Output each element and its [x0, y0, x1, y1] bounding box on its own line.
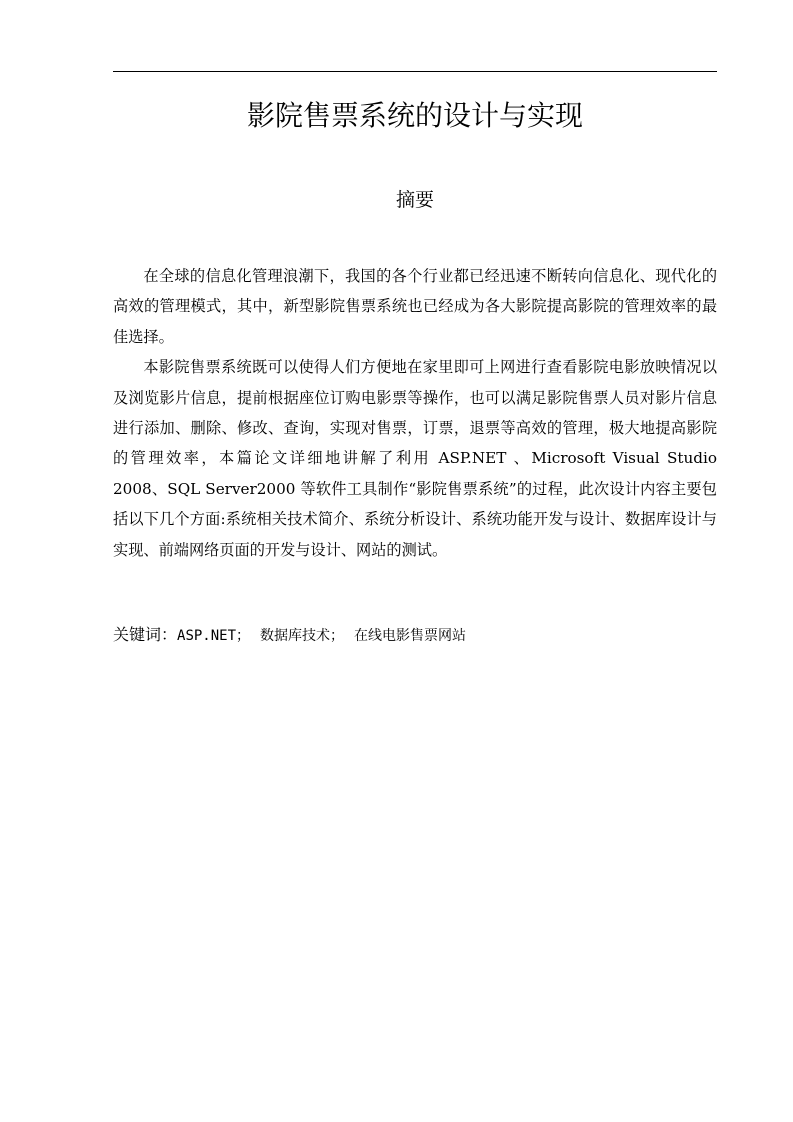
keyword-item: 数据库技术	[260, 628, 331, 644]
abstract-heading: 摘要	[395, 189, 434, 211]
keyword-separator: ；	[330, 628, 345, 644]
keywords-line	[113, 622, 717, 649]
abstract-paragraph-2: 本影院售票系统既可以使得人们方便地在家里即可上网进行查看影院电影放映情况以及浏览影片信息，提前根据座位订购电影票等操作，也可以满足影院售票人员对影片信息进行添加、删除、修改、查询，实现对售票，订票，退票等高效的管理，极大地提高影院的管理效率，本篇论文详细地讲解了利用 ASP.NET 、Microsoft Visual Studio 2008、SQL Server2000 等软件工具制作“影院售票系统”的过程，此次设计内容主要包括以下几个方面:系统相关技术简介、系统分析设计、系统功能开发与设计、数据库设计与实现、前端网络页面的开发与设计、网站的测试。	[113, 358, 717, 559]
abstract-body	[113, 261, 717, 565]
header-rule	[113, 71, 717, 72]
abstract-paragraph-1: 在全球的信息化管理浪潮下，我国的各个行业都已经迅速不断转向信息化、现代化的高效的管理模式，其中，新型影院售票系统也已经成为各大影院提高影院的管理效率的最佳选择。	[113, 267, 717, 346]
keywords-label: 关键词：	[113, 625, 178, 644]
keyword-item: ASP.NET	[177, 628, 237, 644]
keyword-item: 在线电影售票网站	[354, 628, 467, 644]
paper-title: 影院售票系统的设计与实现	[246, 99, 583, 132]
keyword-separator: ；	[236, 628, 251, 644]
